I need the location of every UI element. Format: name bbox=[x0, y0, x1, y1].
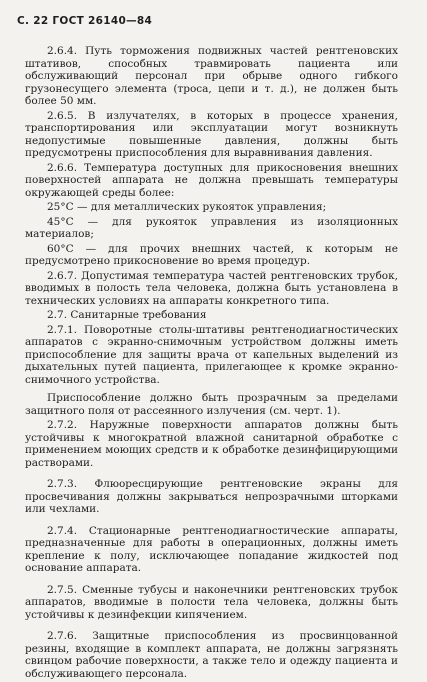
paragraph-2-7-2: 2.7.2. Наружные поверхности аппаратов должны быть устойчивы к многократной влажной санитарной обработке с применением моющих средств и к обработке дезинфицирующими растворами. bbox=[25, 419, 398, 469]
paragraph-2-6-6: 2.6.6. Температура доступных для прикосновения внешних поверхностей аппарата не должна превышать температуры окружающей среды более: bbox=[25, 161, 398, 199]
document-body bbox=[25, 45, 398, 682]
paragraph-2-6-7: 2.6.7. Допустимая температура частей рентгеновских трубок, вводимых в полость тела человека, должна быть установлена в технических условиях на аппараты конкретного типа. bbox=[25, 269, 398, 307]
section-heading-2-7: 2.7. Санитарные требования bbox=[47, 309, 207, 321]
paragraph-2-7-6: 2.7.6. Защитные приспособления из просвинцованной резины, входящие в комплект аппарата, не должны загрязнять свинцом рабочие поверхности, а также тело и одежду пациента и обслуживающего персонала. bbox=[25, 630, 398, 680]
paragraph-2-7-3: 2.7.3. Флюоресцирующие рентгеновские экраны для просвечивания должны закрываться непрозрачными шторками или чехлами. bbox=[25, 478, 398, 515]
page-header: С. 22 ГОСТ 26140—84 bbox=[17, 15, 153, 27]
paragraph-2-7-1-note: Приспособление должно быть прозрачным за пределами защитного поля от рассеянного излучения (см. черт. 1). bbox=[25, 392, 398, 417]
paragraph-2-6-5: 2.6.5. В излучателях, в которых в процессе хранения, транспортирования или эксплуатации могут возникнуть недопустимые повышенные давления, должны быть предусмотрены приспособления для выравнивания давления. bbox=[25, 109, 398, 159]
temperature-item-60: 60°С — для прочих внешних частей, к которым не предусмотрено прикосновение во время процедур. bbox=[25, 242, 398, 267]
temperature-item-25: 25°С — для металлических рукояток управления; bbox=[47, 201, 327, 213]
paragraph-2-7-5: 2.7.5. Сменные тубусы и наконечники рентгеновских трубок аппаратов, вводимые в полости тела человека, должны быть устойчивы к дезинфекции кипячением. bbox=[25, 583, 398, 621]
paragraph-2-7-4: 2.7.4. Стационарные рентгенодиагностические аппараты, предназначенные для работы в операционных, должны иметь крепление к полу, исключающее попадание жидкостей под основание аппарата. bbox=[25, 524, 398, 574]
paragraph-2-7-1: 2.7.1. Поворотные столы-штативы рентгенодиагностических аппаратов с экранно-снимочным устройством должны иметь приспособление для защиты врача от капельных выделений из дыхательных путей пациента, прилегающее к кромке экранно-снимочного устройства. bbox=[25, 323, 398, 386]
paragraph-2-6-4: 2.6.4. Путь торможения подвижных частей рентгеновских штативов, способных травмировать пациента или обслуживающий персонал при обрыве одного гибкого грузонесущего элемента (троса, цепи и т. д.), не должен быть более 50 мм. bbox=[25, 45, 398, 107]
temperature-item-45: 45°С — для рукояток управления из изоляционных материалов; bbox=[25, 215, 398, 240]
